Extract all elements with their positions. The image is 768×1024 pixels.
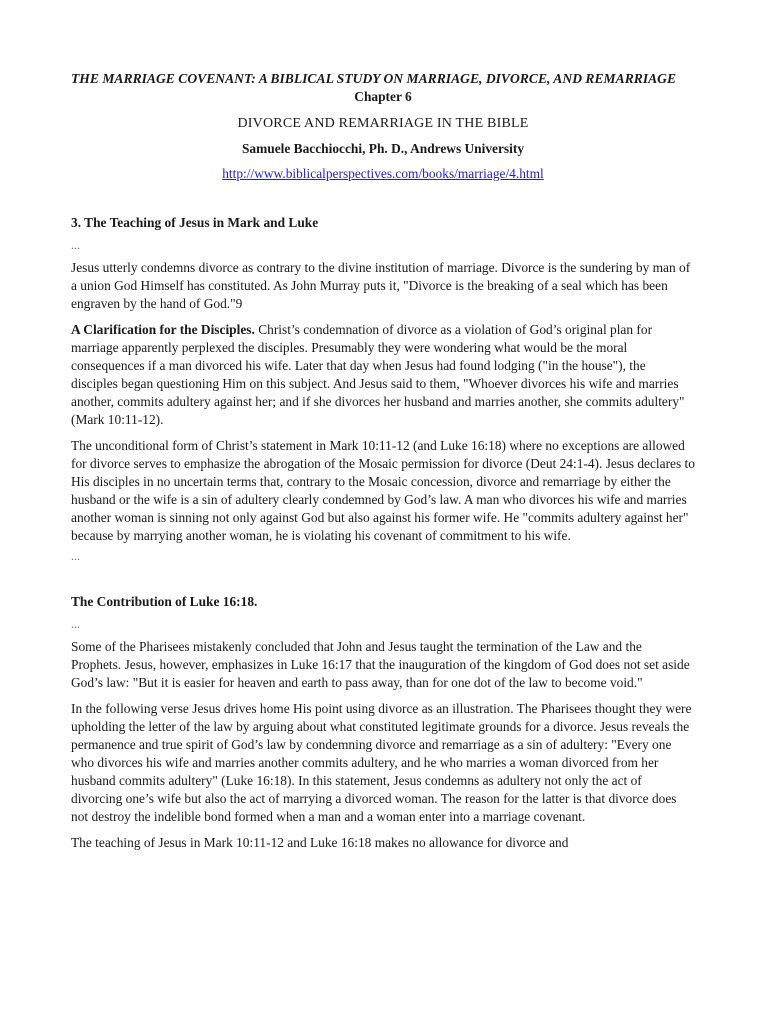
chapter-number: Chapter 6 bbox=[354, 89, 412, 104]
spacer bbox=[71, 565, 695, 593]
document-title: THE MARRIAGE COVENANT: A BIBLICAL STUDY ON MARRIAGE, DIVORCE, AND REMARRIAGE bbox=[71, 71, 677, 86]
source-link[interactable]: http://www.biblicalperspectives.com/books/marriage/4.html bbox=[222, 166, 544, 181]
omission-marker: ... bbox=[71, 238, 80, 252]
omission-marker: ... bbox=[71, 617, 80, 631]
section-heading-mark-luke: 3. The Teaching of Jesus in Mark and Luke bbox=[71, 215, 319, 230]
chapter-title: DIVORCE AND REMARRIAGE IN THE BIBLE bbox=[237, 116, 529, 131]
omission-marker: ... bbox=[71, 549, 80, 563]
paragraph-body: Christ’s condemnation of divorce as a violation of God’s original plan for marriage apparently perplexed the disciples. Presumably they were wondering what would be the moral consequences if a man divorced his wife. Later that day when Jesus had found lodging ("in the house"), the disciples began questioning Him on this subject. And Jesus said to them, "Whoever divorces his wife and marries another, commits adultery against her; and if she divorces her husband and marries another, she commits adultery" (Mark 10:11-12). bbox=[71, 322, 685, 427]
paragraph: Jesus utterly condemns divorce as contrary to the divine institution of marriage. Divorce is the sundering by man of a union God Himself has constituted. As John Murray puts it, "Divorce is the breaking of a seal which has been engraven by the hand of God."9 bbox=[71, 260, 691, 311]
section-heading-luke: The Contribution of Luke 16:18. bbox=[71, 594, 258, 609]
author-line: Samuele Bacchiocchi, Ph. D., Andrews University bbox=[241, 141, 525, 156]
document-page bbox=[71, 70, 695, 852]
paragraph-lead-heading: A Clarification for the Disciples. bbox=[71, 322, 255, 337]
paragraph: The unconditional form of Christ’s statement in Mark 10:11-12 (and Luke 16:18) where no exceptions are allowed for divorce serves to emphasize the abrogation of the Mosaic permission for divorce (Deut 24:1-4). Jesus declares to His disciples in no uncertain terms that, contrary to the Mosaic concession, divorce and remarriage by either the husband or the wife is a sin of adultery clearly condemned by God’s law. A man who divorces his wife and marries another woman is sinning not only against God but also against his former wife. He "commits adultery against her" because by marrying another woman, he is violating his covenant of commitment to his wife. bbox=[71, 438, 695, 543]
paragraph: The teaching of Jesus in Mark 10:11-12 and Luke 16:18 makes no allowance for divorce and bbox=[71, 835, 569, 850]
paragraph-clarification bbox=[71, 321, 695, 429]
paragraph: In the following verse Jesus drives home His point using divorce as an illustration. The Pharisees thought they were upholding the letter of the law by arguing about what constituted legitimate grounds for a divorce. Jesus reveals the permanence and true spirit of God’s law by condemning divorce and remarriage as a sin of adultery: "Every one who divorces his wife and marries another commits adultery, and he who marries a woman divorced from her husband commits adultery" (Luke 16:18). In this statement, Jesus condemns as adultery not only the act of divorcing one’s wife but also the act of marrying a divorced woman. The reason for the latter is that divorce does not destroy the indelible bond formed when a man and a woman enter into a marriage covenant. bbox=[71, 701, 692, 824]
paragraph: Some of the Pharisees mistakenly concluded that John and Jesus taught the termination of the Law and the Prophets. Jesus, however, emphasizes in Luke 16:17 that the inauguration of the kingdom of God does not set aside God’s law: "But it is easier for heaven and earth to pass away, than for one dot of the law to become void." bbox=[71, 639, 690, 690]
spacer bbox=[71, 183, 695, 214]
